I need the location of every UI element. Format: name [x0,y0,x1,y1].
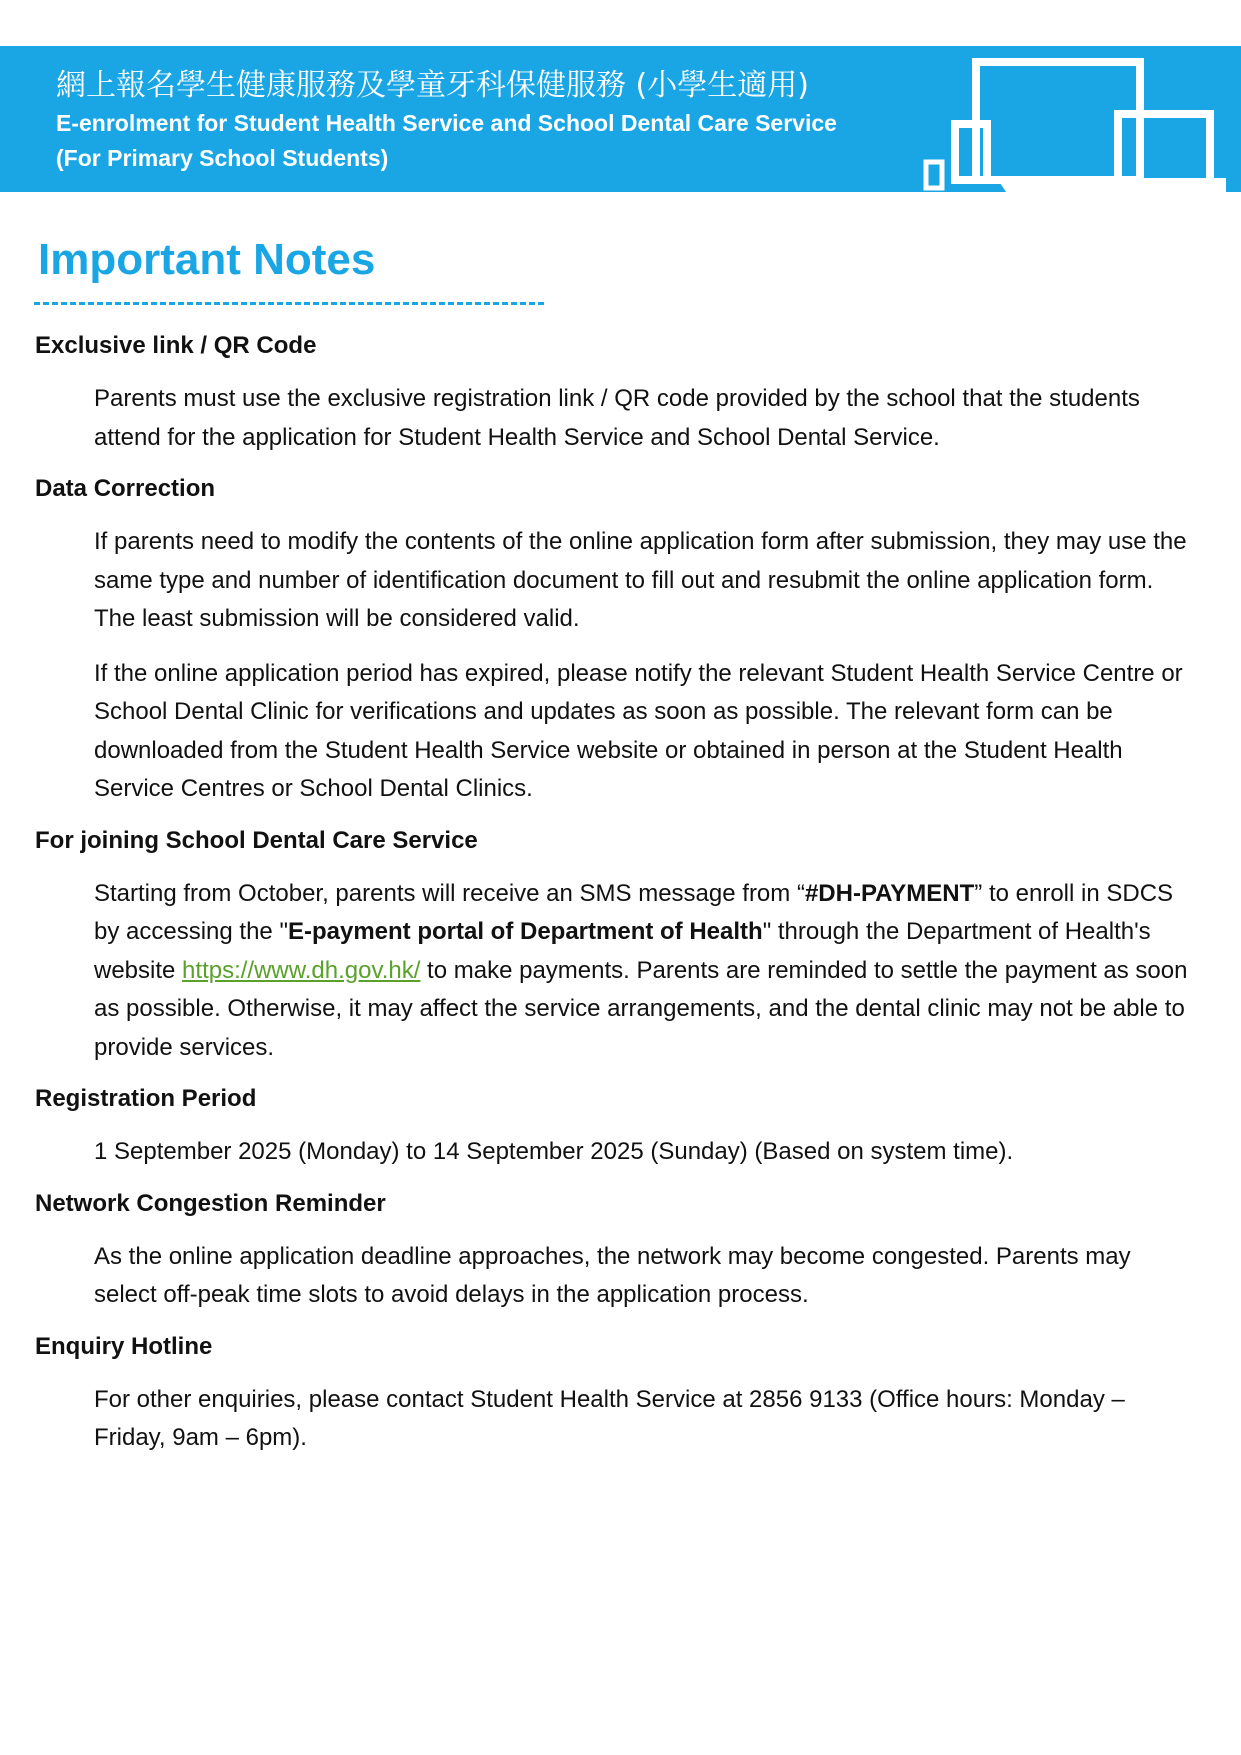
dental-text-1: Starting from October, parents will receive an SMS message from “ [94,879,805,907]
dental-text-3: " through the Department of Health's website [94,918,1151,984]
title-dashed-divider [34,302,544,305]
epayment-portal-name: E-payment portal of Department of Health [287,918,763,945]
header-text [56,66,837,176]
enquiry-hotline-paragraph: For other enquiries, please contact Student Health Service at 2856 9133 (Office hours: Monday – Friday, 9am – 6pm). [94,1385,1125,1451]
heading-network-congestion: Network Congestion Reminder [35,1189,386,1217]
dental-text-4: to make payments. Parents are reminded to settle the payment as soon as possible. Otherwise, it may affect the service arrangements, and the dental clinic may not be able to provide services. [94,956,1188,1061]
header-title-chinese: 網上報名學生健康服務及學童牙科保健服務 (小學生適用) [56,68,809,103]
heading-dental-care: For joining School Dental Care Service [35,826,478,854]
heading-enquiry-hotline: Enquiry Hotline [35,1332,213,1360]
page-title: Important Notes [38,235,376,284]
header-title-english-line1: E-enrolment for Student Health Service and School Dental Care Service [56,110,837,136]
registration-period-paragraph: 1 September 2025 (Monday) to 14 September 2025 (Sunday) (Based on system time). [94,1138,1014,1165]
heading-exclusive-link: Exclusive link / QR Code [35,332,317,359]
data-correction-paragraph-1: If parents need to modify the contents of the online application form after submission, they may use the same type and number of identification document to fill out and resubmit the online application form. The least submission will be considered valid. [94,528,1187,632]
devices-icon [918,52,1241,192]
header-banner [0,46,1241,192]
data-correction-paragraph-2: If the online application period has expired, please notify the relevant Student Health Service Centre or School Dental Clinic for verifications and updates as soon as possible. The relevant form can be downloaded from the Student Health Service website or obtained in person at the Student Health Service Centres or School Dental Clinics. [94,659,1183,802]
dh-website-link[interactable]: https://www.dh.gov.hk/ [182,956,421,984]
heading-data-correction: Data Correction [35,475,216,502]
notes-content [35,330,1205,1474]
network-congestion-paragraph: As the online application deadline approaches, the network may become congested. Parents may select off-peak time slots to avoid delays in the application process. [94,1242,1131,1308]
dental-text-2: ” to enroll in SDCS by accessing the " [94,879,1174,945]
dental-care-paragraph [94,875,1205,1068]
exclusive-link-paragraph: Parents must use the exclusive registration link / QR code provided by the school that the students attend for the application for Student Health Service and School Dental Service. [94,385,1140,451]
heading-registration-period: Registration Period [35,1085,257,1112]
sms-sender-name: #DH-PAYMENT [804,879,975,907]
header-title-english-line2: (For Primary School Students) [56,145,389,171]
